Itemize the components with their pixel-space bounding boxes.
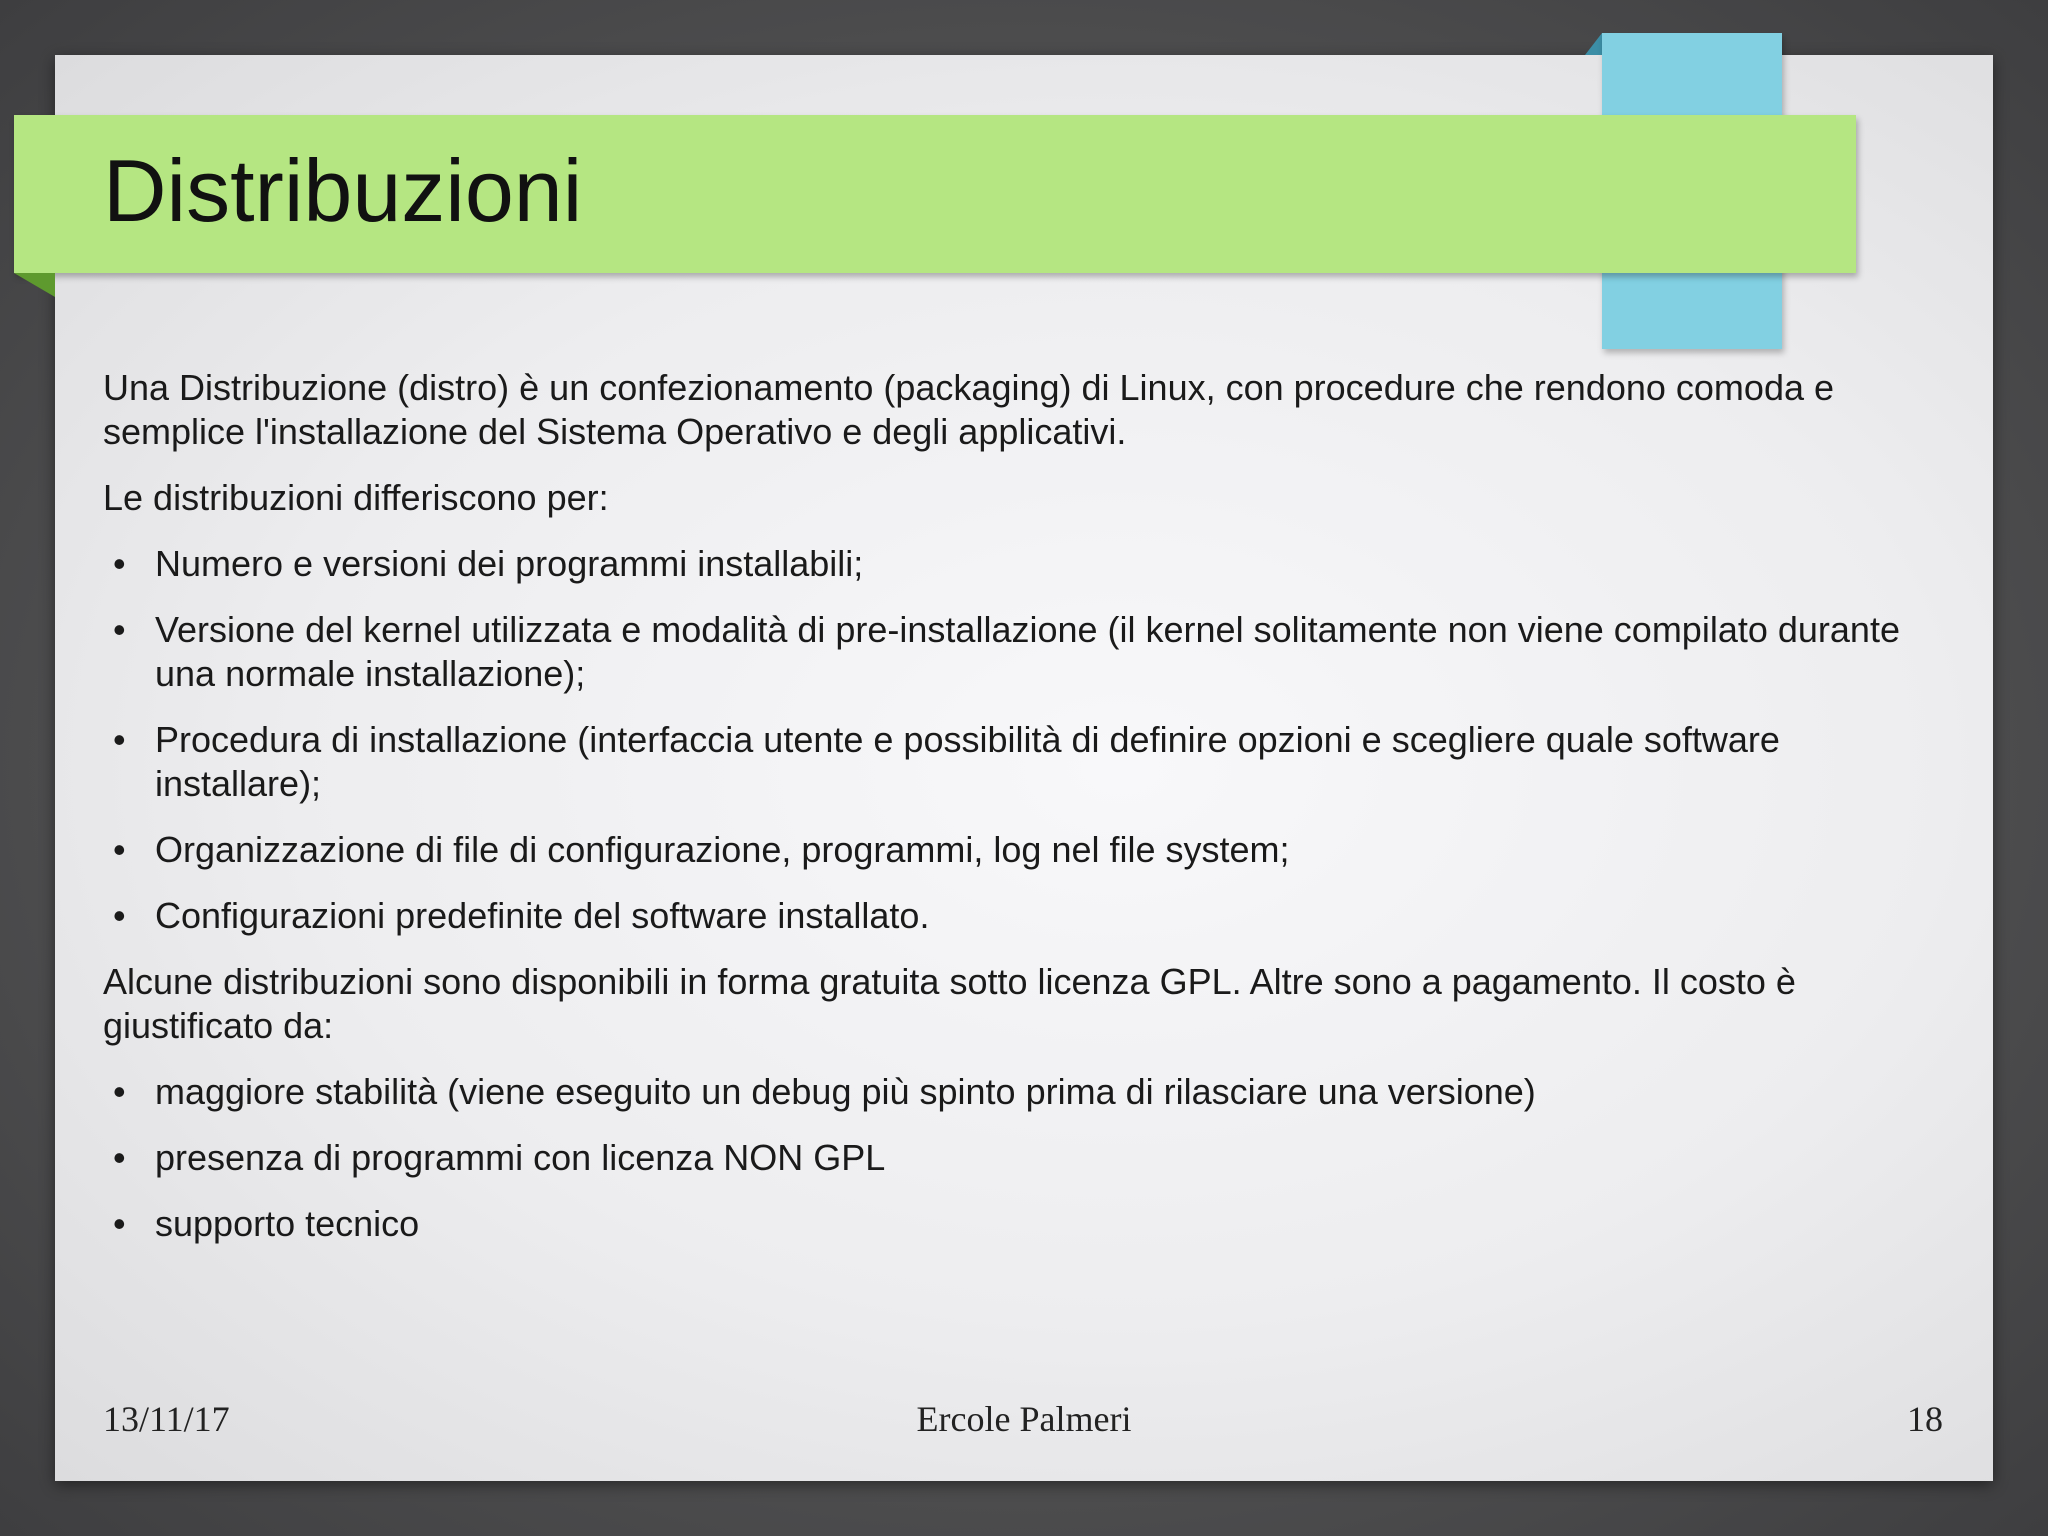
list-item: [103, 718, 1953, 806]
list-item: [103, 608, 1953, 696]
list-item: [103, 1202, 1953, 1246]
bullet-icon: •: [113, 1071, 126, 1112]
bullet-icon: •: [113, 609, 126, 650]
list-item-text: Versione del kernel utilizzata e modalità di pre-installazione (il kernel solitamente non viene compilato durante una normale installazione);: [155, 609, 1900, 694]
list-item: [103, 894, 1953, 938]
list-item: [103, 1136, 1953, 1180]
list-item-text: Procedura di installazione (interfaccia utente e possibilità di definire opzioni e scegliere quale software installare);: [155, 719, 1780, 804]
cost-lead: Alcune distribuzioni sono disponibili in forma gratuita sotto licenza GPL. Altre sono a pagamento. Il costo è giustificato da:: [103, 961, 1796, 1046]
title-banner-fold: [14, 273, 55, 297]
slide-body: [103, 366, 1953, 1268]
slide-title: Distribuzioni: [103, 141, 583, 240]
list-item-text: presenza di programmi con licenza NON GPL: [155, 1137, 886, 1178]
list-item: [103, 542, 1953, 586]
bullet-icon: •: [113, 829, 126, 870]
list-item-text: maggiore stabilità (viene eseguito un debug più spinto prima di rilasciare una versione): [155, 1071, 1536, 1112]
footer-date: 13/11/17: [103, 1399, 230, 1439]
accent-fold: [1585, 33, 1602, 55]
list-item: [103, 1070, 1953, 1114]
differences-lead: Le distribuzioni differiscono per:: [103, 477, 609, 518]
list-item-text: Numero e versioni dei programmi installabili;: [155, 543, 864, 584]
bullet-icon: •: [113, 1137, 126, 1178]
list-item-text: Configurazioni predefinite del software installato.: [155, 895, 930, 936]
bullet-icon: •: [113, 543, 126, 584]
list-item-text: supporto tecnico: [155, 1203, 420, 1244]
differences-list: [103, 542, 1953, 938]
bullet-icon: •: [113, 895, 126, 936]
bullet-icon: •: [113, 1203, 126, 1244]
footer-author: Ercole Palmeri: [916, 1399, 1132, 1439]
list-item-text: Organizzazione di file di configurazione, programmi, log nel file system;: [155, 829, 1290, 870]
intro-paragraph: Una Distribuzione (distro) è un confezionamento (packaging) di Linux, con procedure che rendono comoda e semplice l'installazione del Sistema Operativo e degli applicativi.: [103, 367, 1835, 452]
cost-reasons-list: [103, 1070, 1953, 1246]
bullet-icon: •: [113, 719, 126, 760]
list-item: [103, 828, 1953, 872]
page-number: 18: [1907, 1399, 1943, 1439]
